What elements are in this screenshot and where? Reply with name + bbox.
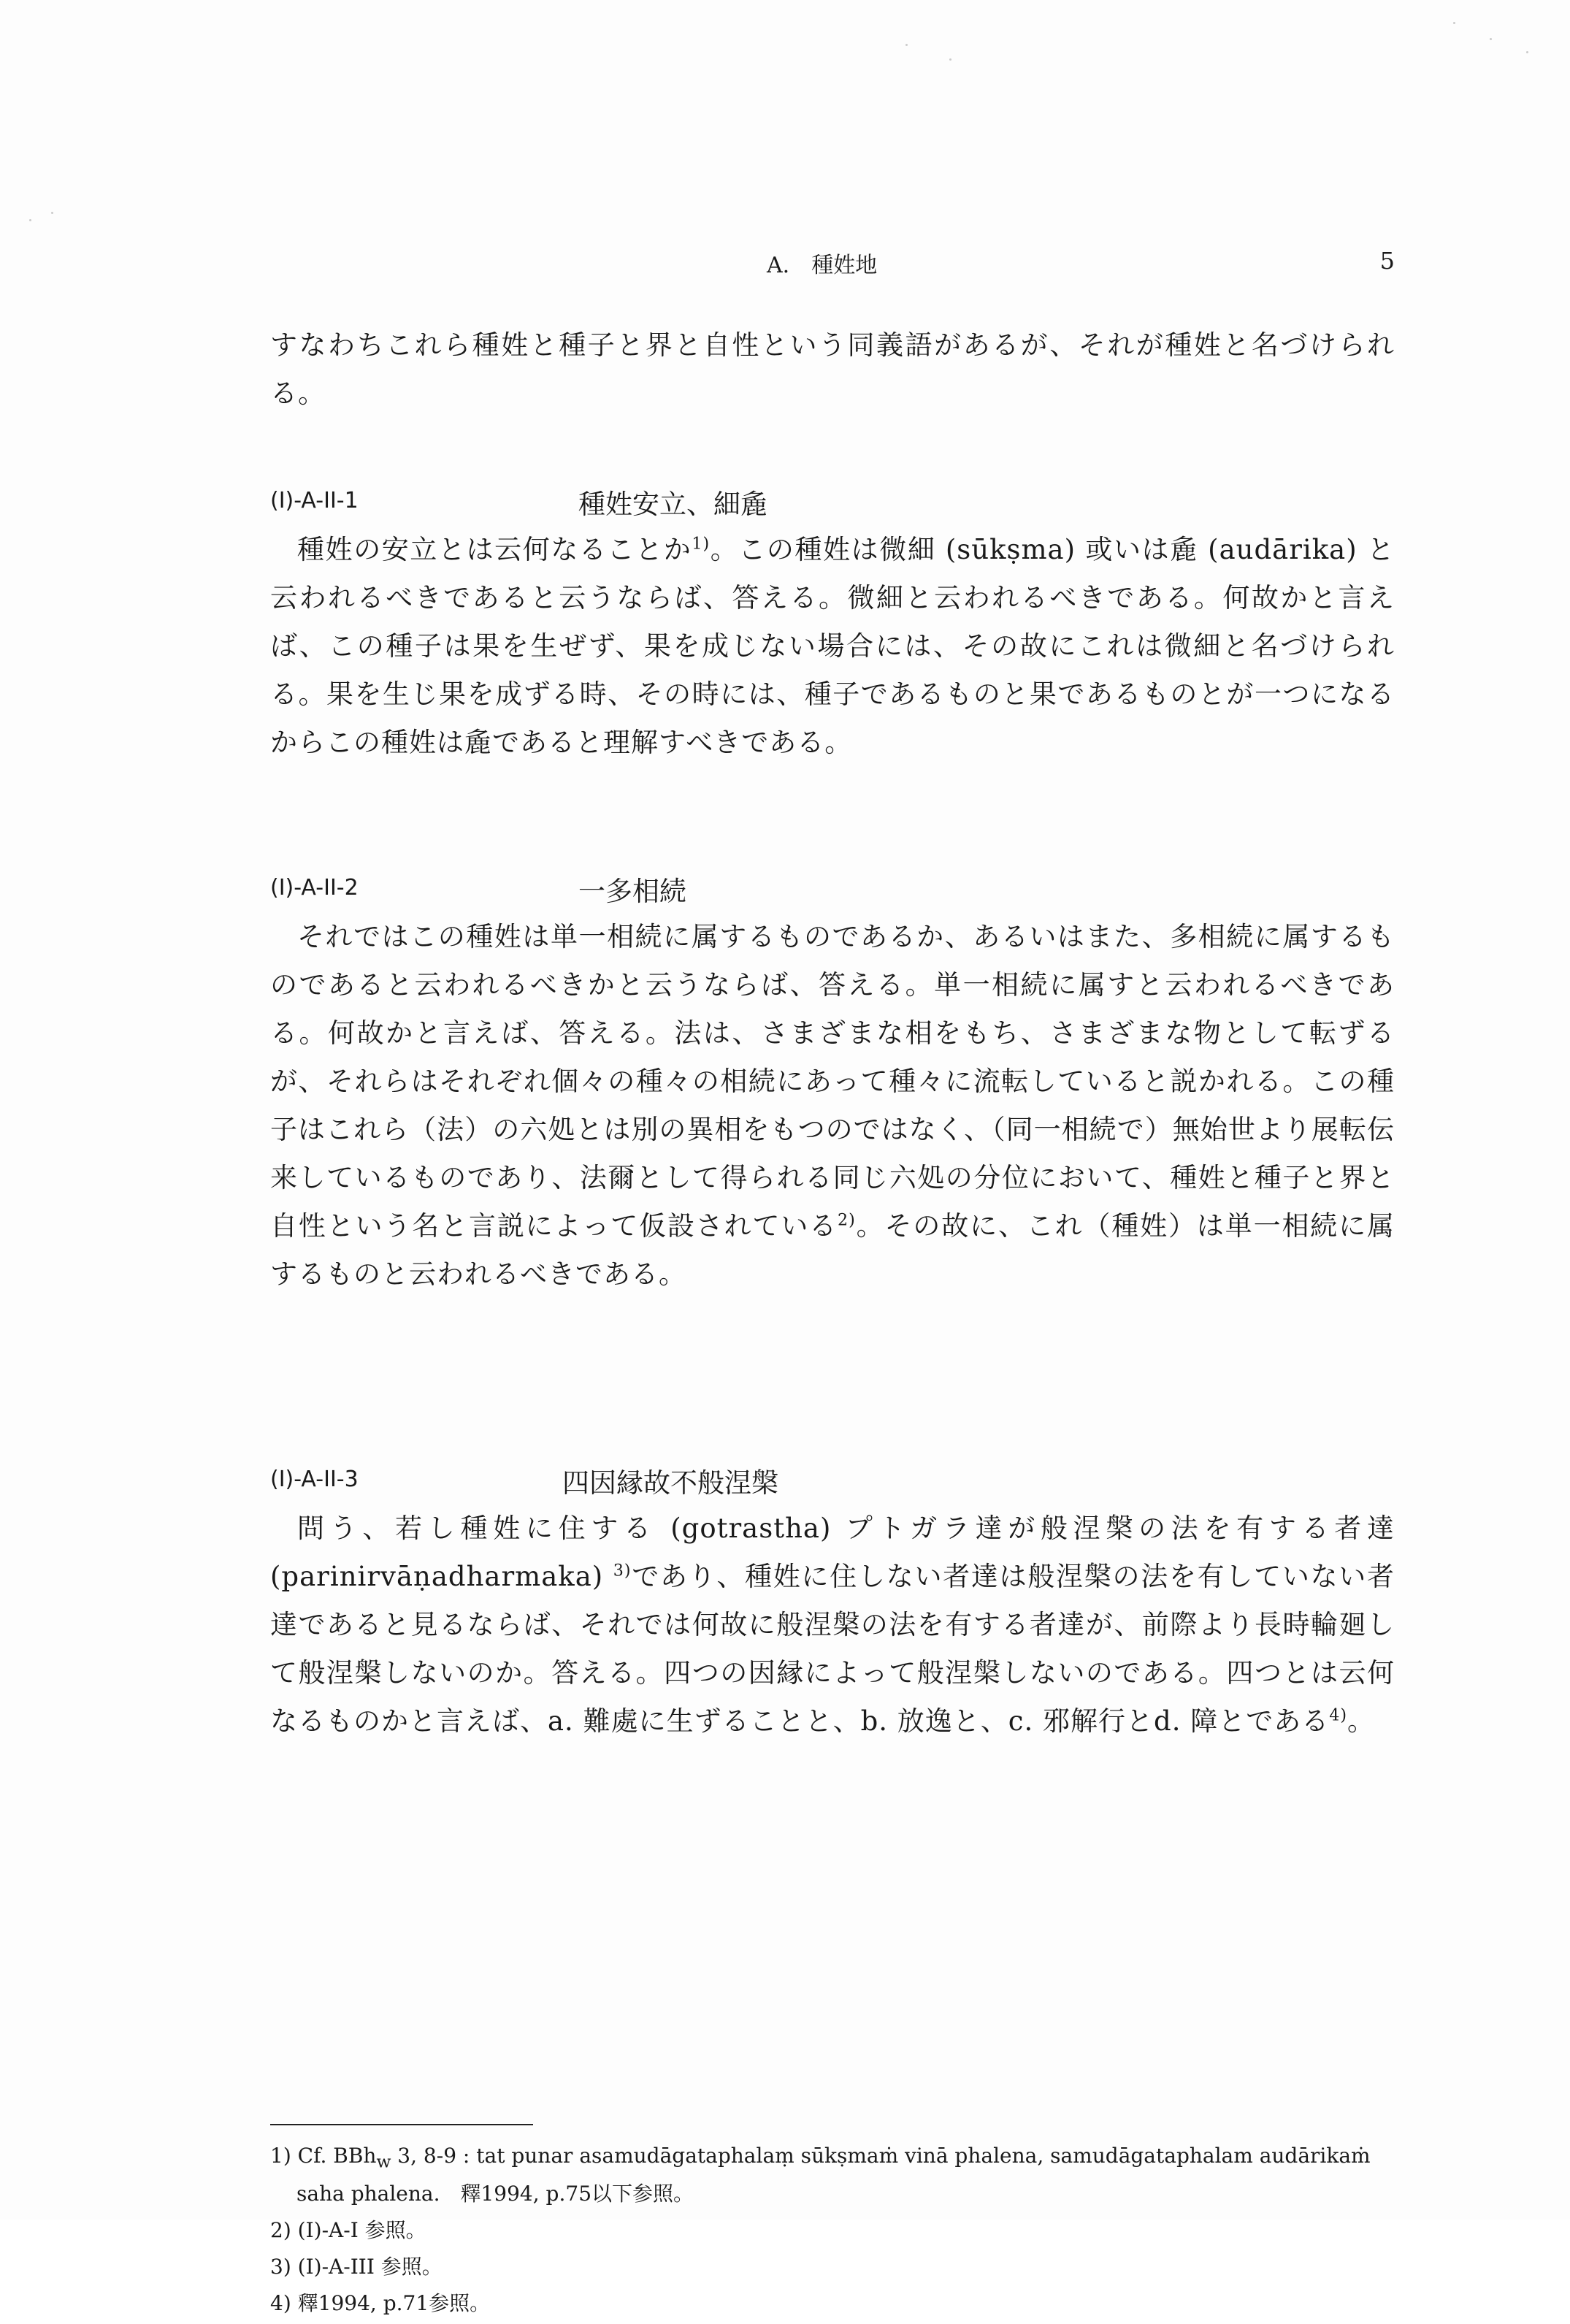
section-heading [270,482,1395,526]
page-number: 5 [1379,247,1395,275]
footnote-ref: 2) [838,1210,856,1230]
footnote-subscript: w [376,2151,391,2172]
footnote [270,2287,1395,2320]
footnote [270,2251,1395,2283]
footnote-text: (I)-A-III 参照。 [297,2254,443,2279]
paragraph-text: 。その故に、これ（種姓）は単一相続に属するものと云われるべきである。 [270,1210,1395,1290]
section-title: 四因縁故不般涅槃 [562,1467,778,1499]
paragraph-text: それではこの種姓は単一相続に属するものであるか、あるいはまた、多相続に属するものであると云われるべきかと云うならば、答える。単一相続に属すと云われるべきである。何故かと言えば、答える。法は、さまざまな相をもち、さまざまな物として転ずるが、それらはそれぞれ個々の種々の相続にあって種々に流転していると説かれる。この種子はこれら（法）の六処とは別の異相をもつのではなく、（同一相続で）無始世より展転伝来しているものであり、法爾として得られる同じ六処の分位において、種姓と種子と界と自性という名と言説によって仮設されている [270,921,1395,1242]
footnote-ref: 4) [1329,1705,1348,1725]
footnotes [270,2140,1395,2324]
section-number: (I)-A-II-3 [270,1467,359,1492]
footnote-ref: 3) [613,1561,632,1580]
paragraph-text: 。 [1347,1705,1376,1737]
footnote-text: 3, 8-9 : tat punar asamudāgataphalaṃ sūkṣmaṁ vinā phalena, samudāgataphalam audārikaṁ saha phalena. 釋1994, p.75以下参照。 [296,2144,1371,2206]
running-title: A. 種姓地 [767,253,878,278]
scan-speckle [1526,51,1528,53]
paragraph-text: 。この種姓は微細 (sūkṣma) 或いは麁 (audārika) と云われるべきであると云うならば、答える。微細と云われるべきである。何故かと言えば、この種子は果を生ぜず、果を成じない場合には、その故にこれは微細と名づけられる。果を生じ果を成ずる時、その時には、種子であるものと果であるものとが一つになるからこの種姓は麁であると理解すべきである。 [270,534,1395,758]
running-head [270,247,1395,279]
scan-speckle [949,58,951,61]
paragraph-text: 種姓の安立とは云何なることか [297,534,692,565]
footnote-label: 4) [270,2290,291,2315]
scan-speckle [1490,38,1492,40]
section-title: 一多相続 [578,876,686,907]
section-number: (I)-A-II-1 [270,488,359,513]
section-heading [270,869,1395,913]
scan-speckle [29,219,31,221]
section-heading [270,1461,1395,1505]
scan-speckle [905,44,908,46]
footnote-text: (I)-A-I 参照。 [297,2217,426,2242]
footnote [270,2140,1395,2210]
footnote-label: 3) [270,2254,291,2279]
footnote-text: 釋1994, p.71参照。 [297,2290,491,2315]
footnote-divider [270,2124,533,2125]
paragraph-text: 問う、若し種姓に住する (gotrastha) プトガラ達が般涅槃の法を有する者達 (parinirvāṇadharmaka) [270,1513,1395,1592]
footnote-label: 1) [270,2144,291,2168]
section-paragraph [270,913,1395,1299]
paragraph-text: であり、種姓に住しない者達は般涅槃の法を有していない者達であると見るならば、それでは何故に般涅槃の法を有する者達が、前際より長時輪廻して般涅槃しないのか。答える。四つの因縁によって般涅槃しないのである。四つとは云何なるものかと言えば、a. 難處に生ずることと、b. 放逸と、c. 邪解行とd. 障とである [270,1561,1395,1737]
footnote-ref: 1) [692,534,711,554]
footnote [270,2214,1395,2247]
section-number: (I)-A-II-2 [270,875,359,901]
section-paragraph [270,526,1395,767]
footnote-label: 2) [270,2217,291,2242]
footnote-text: Cf. BBh [297,2144,377,2168]
scan-speckle [51,212,53,214]
intro-paragraph: すなわちこれら種姓と種子と界と自性という同義語があるが、それが種姓と名づけられる。 [270,329,1395,409]
section-title: 種姓安立、細麁 [578,489,767,520]
section-paragraph [270,1505,1395,1746]
scan-speckle [1453,22,1455,24]
